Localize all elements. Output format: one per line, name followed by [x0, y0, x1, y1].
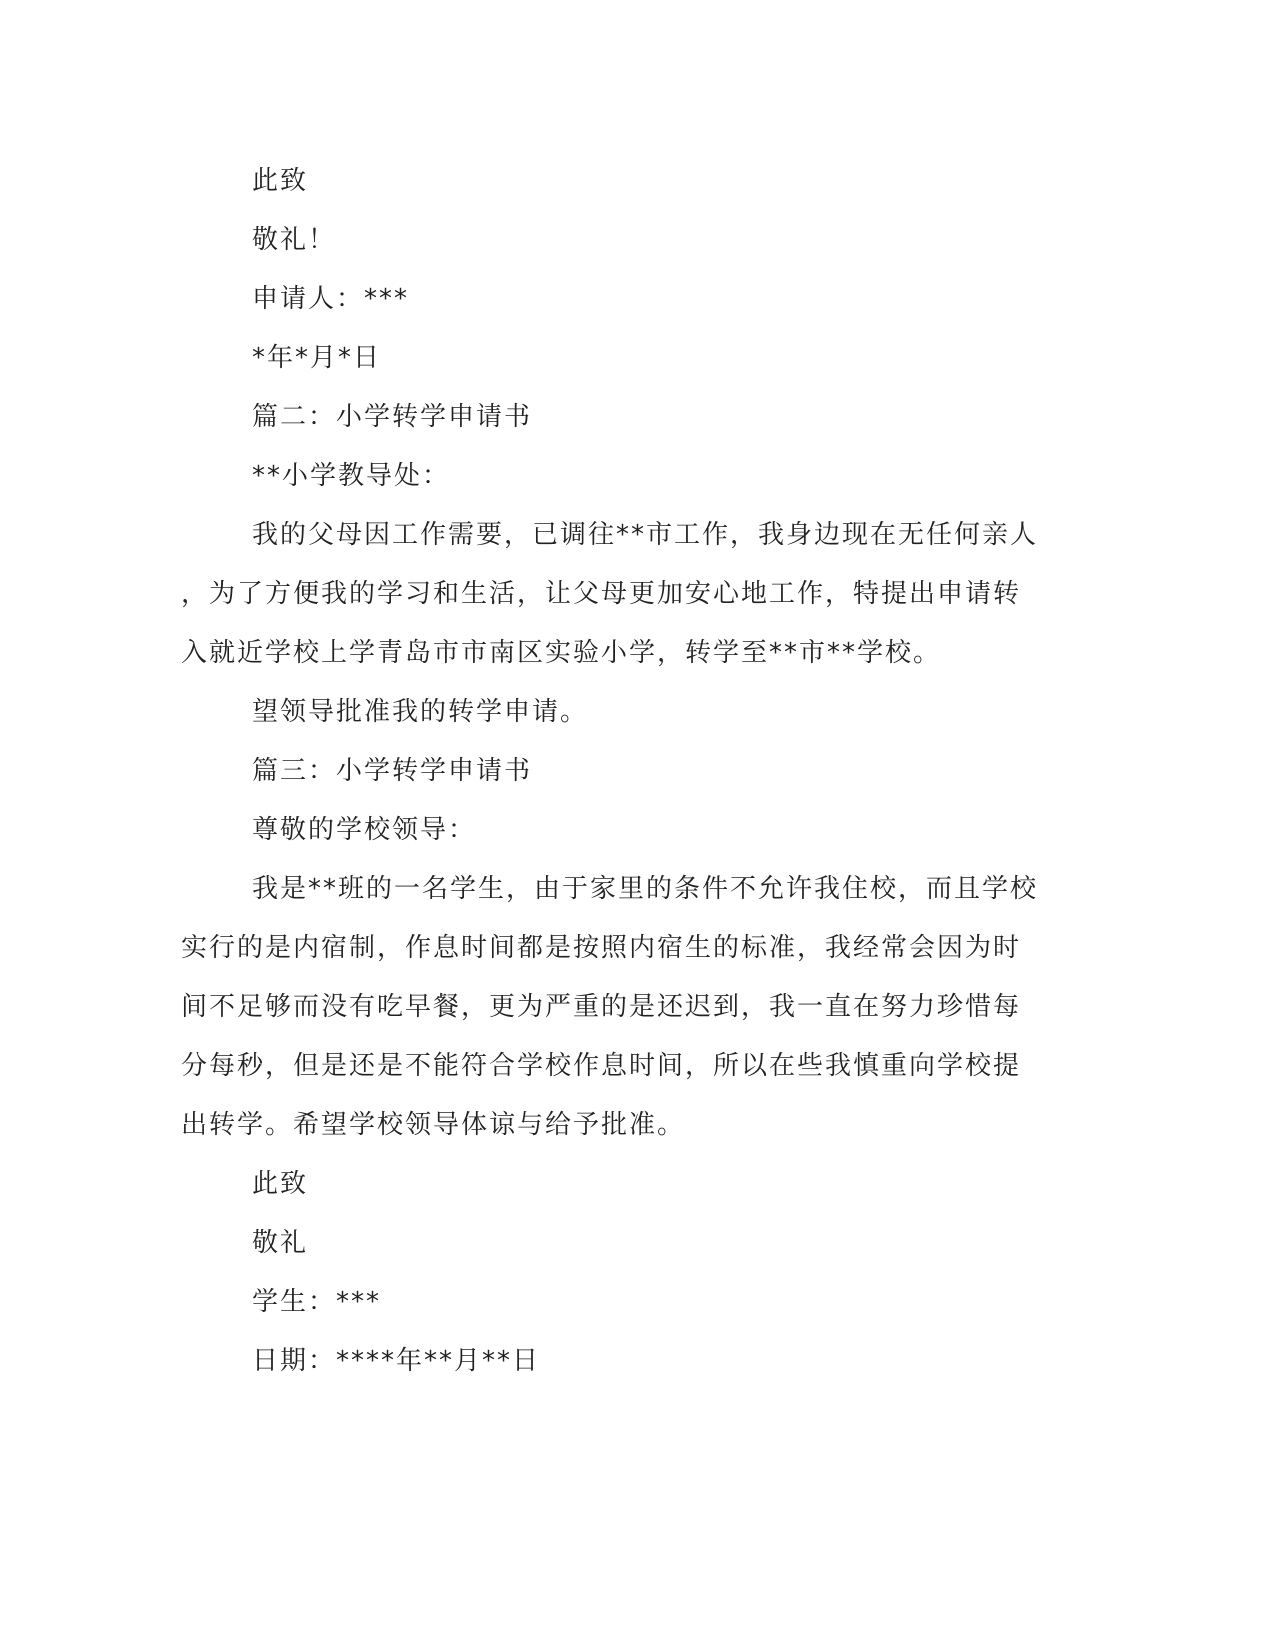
section-2-body-line: 我的父母因工作需要，已调往**市工作，我身边现在无任何亲人	[252, 520, 1039, 550]
section-3-body-line: 出转学。希望学校领导体谅与给予批准。	[181, 1110, 686, 1140]
section-2-body-line: ，为了方便我的学习和生活，让父母更加安心地工作，特提出申请转	[181, 579, 1022, 609]
regards-line: 敬礼	[252, 1228, 309, 1258]
regards-line: 敬礼！	[252, 225, 337, 255]
section-3-addressee: 尊敬的学校领导：	[252, 815, 477, 845]
section-2-addressee: **小学教导处：	[252, 461, 451, 491]
section-3-body-line: 间不足够而没有吃早餐，更为严重的是还迟到，我一直在努力珍惜每	[181, 992, 1022, 1022]
section-3-body-line: 我是**班的一名学生，由于家里的条件不允许我住校，而且学校	[252, 874, 1039, 904]
section-2-body-line: 入就近学校上学青岛市市南区实验小学，转学至**市**学校。	[181, 638, 942, 668]
closing-line: 此致	[252, 1169, 309, 1199]
date-line: 日期：****年**月**日	[252, 1346, 541, 1376]
date-line: *年*月*日	[252, 343, 382, 373]
section-2-title: 篇二：小学转学申请书	[252, 402, 533, 432]
section-2-request: 望领导批准我的转学申请。	[252, 697, 589, 727]
section-3-body	[181, 860, 1039, 1155]
closing-line: 此致	[252, 166, 309, 196]
applicant-line: 申请人：***	[252, 284, 410, 314]
document-content	[181, 152, 1039, 1391]
student-line: 学生：***	[252, 1287, 382, 1317]
section-3-body-line: 实行的是内宿制，作息时间都是按照内宿生的标准，我经常会因为时	[181, 933, 1022, 963]
section-3-body-line: 分每秒，但是还是不能符合学校作息时间，所以在些我慎重向学校提	[181, 1051, 1022, 1081]
section-2-body	[181, 506, 1039, 683]
section-3-title: 篇三：小学转学申请书	[252, 756, 533, 786]
